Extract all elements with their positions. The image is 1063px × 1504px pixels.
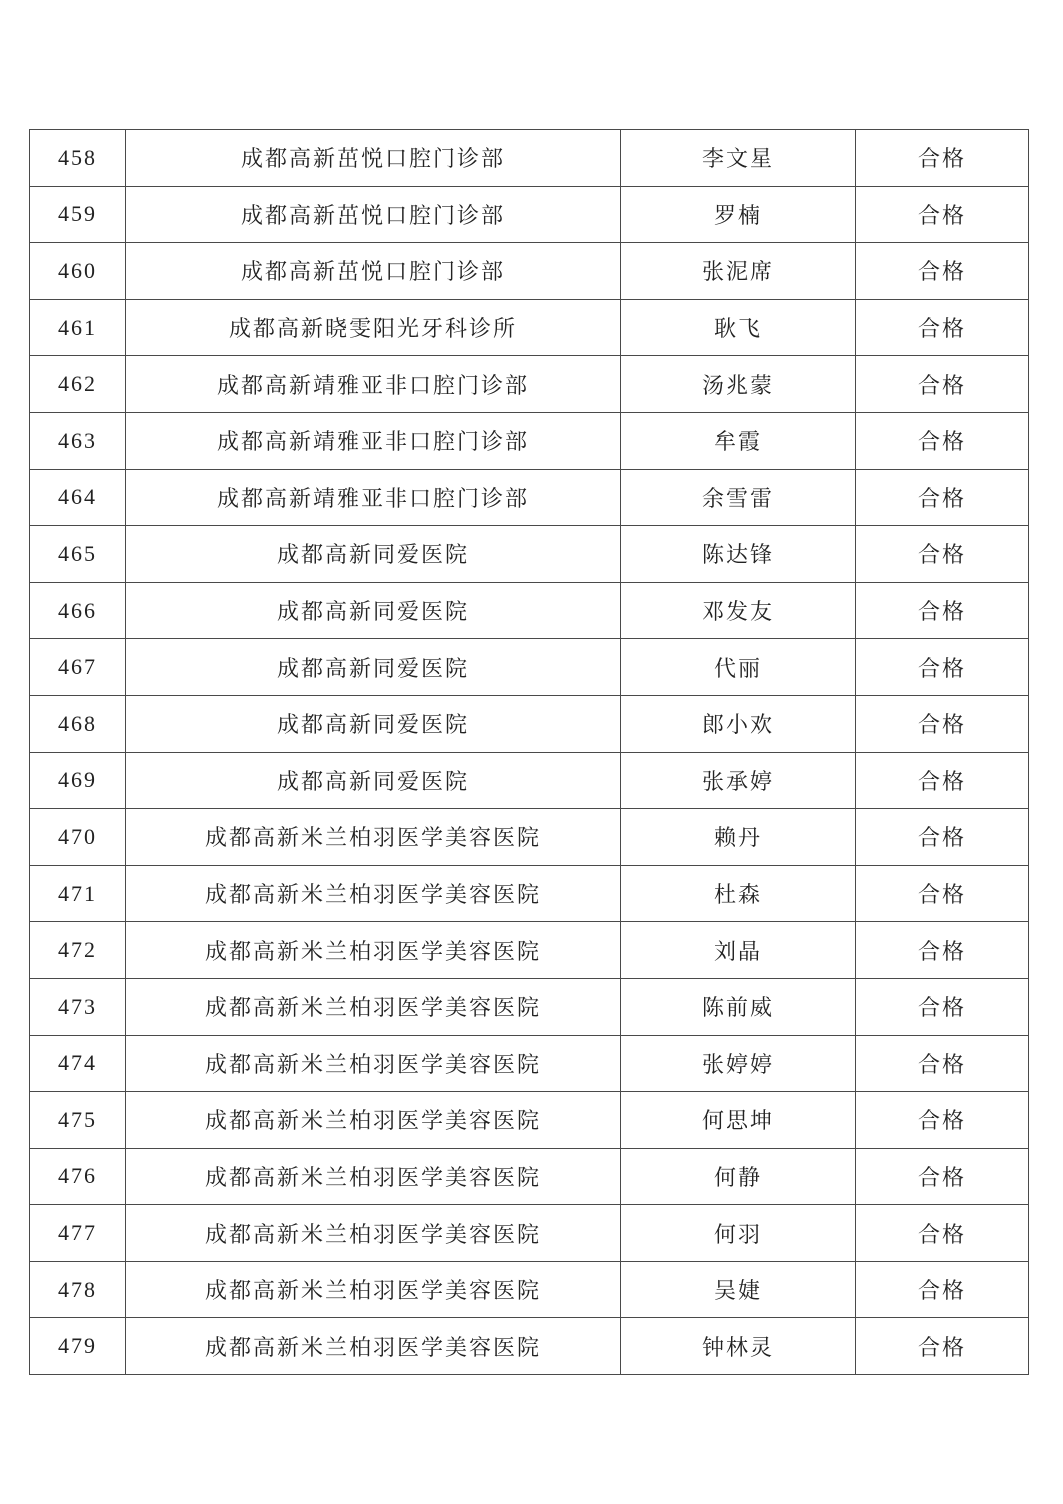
row-number: 464 [30, 469, 126, 526]
institution-name: 成都高新米兰柏羽医学美容医院 [126, 1318, 621, 1375]
person-name: 陈达锋 [621, 526, 856, 583]
result-status: 合格 [856, 1148, 1029, 1205]
person-name: 郎小欢 [621, 695, 856, 752]
result-status: 合格 [856, 1318, 1029, 1375]
row-number: 477 [30, 1205, 126, 1262]
institution-name: 成都高新米兰柏羽医学美容医院 [126, 1205, 621, 1262]
result-status: 合格 [856, 299, 1029, 356]
table-row [30, 1205, 1029, 1262]
result-status: 合格 [856, 639, 1029, 696]
result-status: 合格 [856, 978, 1029, 1035]
institution-name: 成都高新米兰柏羽医学美容医院 [126, 865, 621, 922]
person-name: 张婷婷 [621, 1035, 856, 1092]
institution-name: 成都高新靖雅亚非口腔门诊部 [126, 356, 621, 413]
table-row [30, 922, 1029, 979]
institution-name: 成都高新茁悦口腔门诊部 [126, 243, 621, 300]
person-name: 余雪雷 [621, 469, 856, 526]
row-number: 474 [30, 1035, 126, 1092]
table-row [30, 1092, 1029, 1149]
row-number: 461 [30, 299, 126, 356]
results-table [29, 129, 1029, 1375]
result-status: 合格 [856, 243, 1029, 300]
row-number: 465 [30, 526, 126, 583]
row-number: 471 [30, 865, 126, 922]
result-status: 合格 [856, 1092, 1029, 1149]
table-row [30, 865, 1029, 922]
table-row [30, 1261, 1029, 1318]
result-status: 合格 [856, 356, 1029, 413]
table-row [30, 412, 1029, 469]
table-row [30, 582, 1029, 639]
institution-name: 成都高新靖雅亚非口腔门诊部 [126, 412, 621, 469]
result-status: 合格 [856, 695, 1029, 752]
row-number: 472 [30, 922, 126, 979]
table-row [30, 299, 1029, 356]
row-number: 458 [30, 130, 126, 187]
row-number: 470 [30, 809, 126, 866]
row-number: 473 [30, 978, 126, 1035]
institution-name: 成都高新米兰柏羽医学美容医院 [126, 922, 621, 979]
institution-name: 成都高新茁悦口腔门诊部 [126, 130, 621, 187]
row-number: 462 [30, 356, 126, 413]
person-name: 耿飞 [621, 299, 856, 356]
table-row [30, 526, 1029, 583]
result-status: 合格 [856, 922, 1029, 979]
result-status: 合格 [856, 469, 1029, 526]
table-row [30, 809, 1029, 866]
person-name: 罗楠 [621, 186, 856, 243]
table-row [30, 695, 1029, 752]
institution-name: 成都高新米兰柏羽医学美容医院 [126, 1261, 621, 1318]
institution-name: 成都高新米兰柏羽医学美容医院 [126, 1148, 621, 1205]
row-number: 478 [30, 1261, 126, 1318]
result-status: 合格 [856, 582, 1029, 639]
row-number: 479 [30, 1318, 126, 1375]
result-status: 合格 [856, 1205, 1029, 1262]
result-status: 合格 [856, 526, 1029, 583]
institution-name: 成都高新同爱医院 [126, 582, 621, 639]
row-number: 469 [30, 752, 126, 809]
table-row [30, 1035, 1029, 1092]
result-status: 合格 [856, 186, 1029, 243]
person-name: 代丽 [621, 639, 856, 696]
person-name: 吴婕 [621, 1261, 856, 1318]
row-number: 459 [30, 186, 126, 243]
person-name: 张承婷 [621, 752, 856, 809]
institution-name: 成都高新米兰柏羽医学美容医院 [126, 978, 621, 1035]
row-number: 467 [30, 639, 126, 696]
institution-name: 成都高新靖雅亚非口腔门诊部 [126, 469, 621, 526]
person-name: 张泥席 [621, 243, 856, 300]
result-status: 合格 [856, 130, 1029, 187]
table-row [30, 130, 1029, 187]
row-number: 460 [30, 243, 126, 300]
result-status: 合格 [856, 865, 1029, 922]
table-row [30, 1318, 1029, 1375]
result-status: 合格 [856, 809, 1029, 866]
person-name: 刘晶 [621, 922, 856, 979]
person-name: 李文星 [621, 130, 856, 187]
result-status: 合格 [856, 752, 1029, 809]
person-name: 陈前威 [621, 978, 856, 1035]
row-number: 475 [30, 1092, 126, 1149]
person-name: 牟霞 [621, 412, 856, 469]
person-name: 何思坤 [621, 1092, 856, 1149]
person-name: 赖丹 [621, 809, 856, 866]
person-name: 邓发友 [621, 582, 856, 639]
results-table-body [30, 130, 1029, 1375]
row-number: 466 [30, 582, 126, 639]
institution-name: 成都高新同爱医院 [126, 526, 621, 583]
institution-name: 成都高新同爱医院 [126, 639, 621, 696]
person-name: 何静 [621, 1148, 856, 1205]
table-row [30, 186, 1029, 243]
result-status: 合格 [856, 412, 1029, 469]
institution-name: 成都高新米兰柏羽医学美容医院 [126, 809, 621, 866]
table-row [30, 469, 1029, 526]
result-status: 合格 [856, 1035, 1029, 1092]
result-status: 合格 [856, 1261, 1029, 1318]
row-number: 468 [30, 695, 126, 752]
table-row [30, 1148, 1029, 1205]
institution-name: 成都高新茁悦口腔门诊部 [126, 186, 621, 243]
institution-name: 成都高新米兰柏羽医学美容医院 [126, 1092, 621, 1149]
table-row [30, 356, 1029, 413]
table-row [30, 978, 1029, 1035]
table-row [30, 639, 1029, 696]
institution-name: 成都高新晓雯阳光牙科诊所 [126, 299, 621, 356]
row-number: 476 [30, 1148, 126, 1205]
institution-name: 成都高新米兰柏羽医学美容医院 [126, 1035, 621, 1092]
person-name: 汤兆蒙 [621, 356, 856, 413]
table-row [30, 752, 1029, 809]
institution-name: 成都高新同爱医院 [126, 752, 621, 809]
institution-name: 成都高新同爱医院 [126, 695, 621, 752]
person-name: 何羽 [621, 1205, 856, 1262]
table-row [30, 243, 1029, 300]
person-name: 钟林灵 [621, 1318, 856, 1375]
person-name: 杜森 [621, 865, 856, 922]
row-number: 463 [30, 412, 126, 469]
